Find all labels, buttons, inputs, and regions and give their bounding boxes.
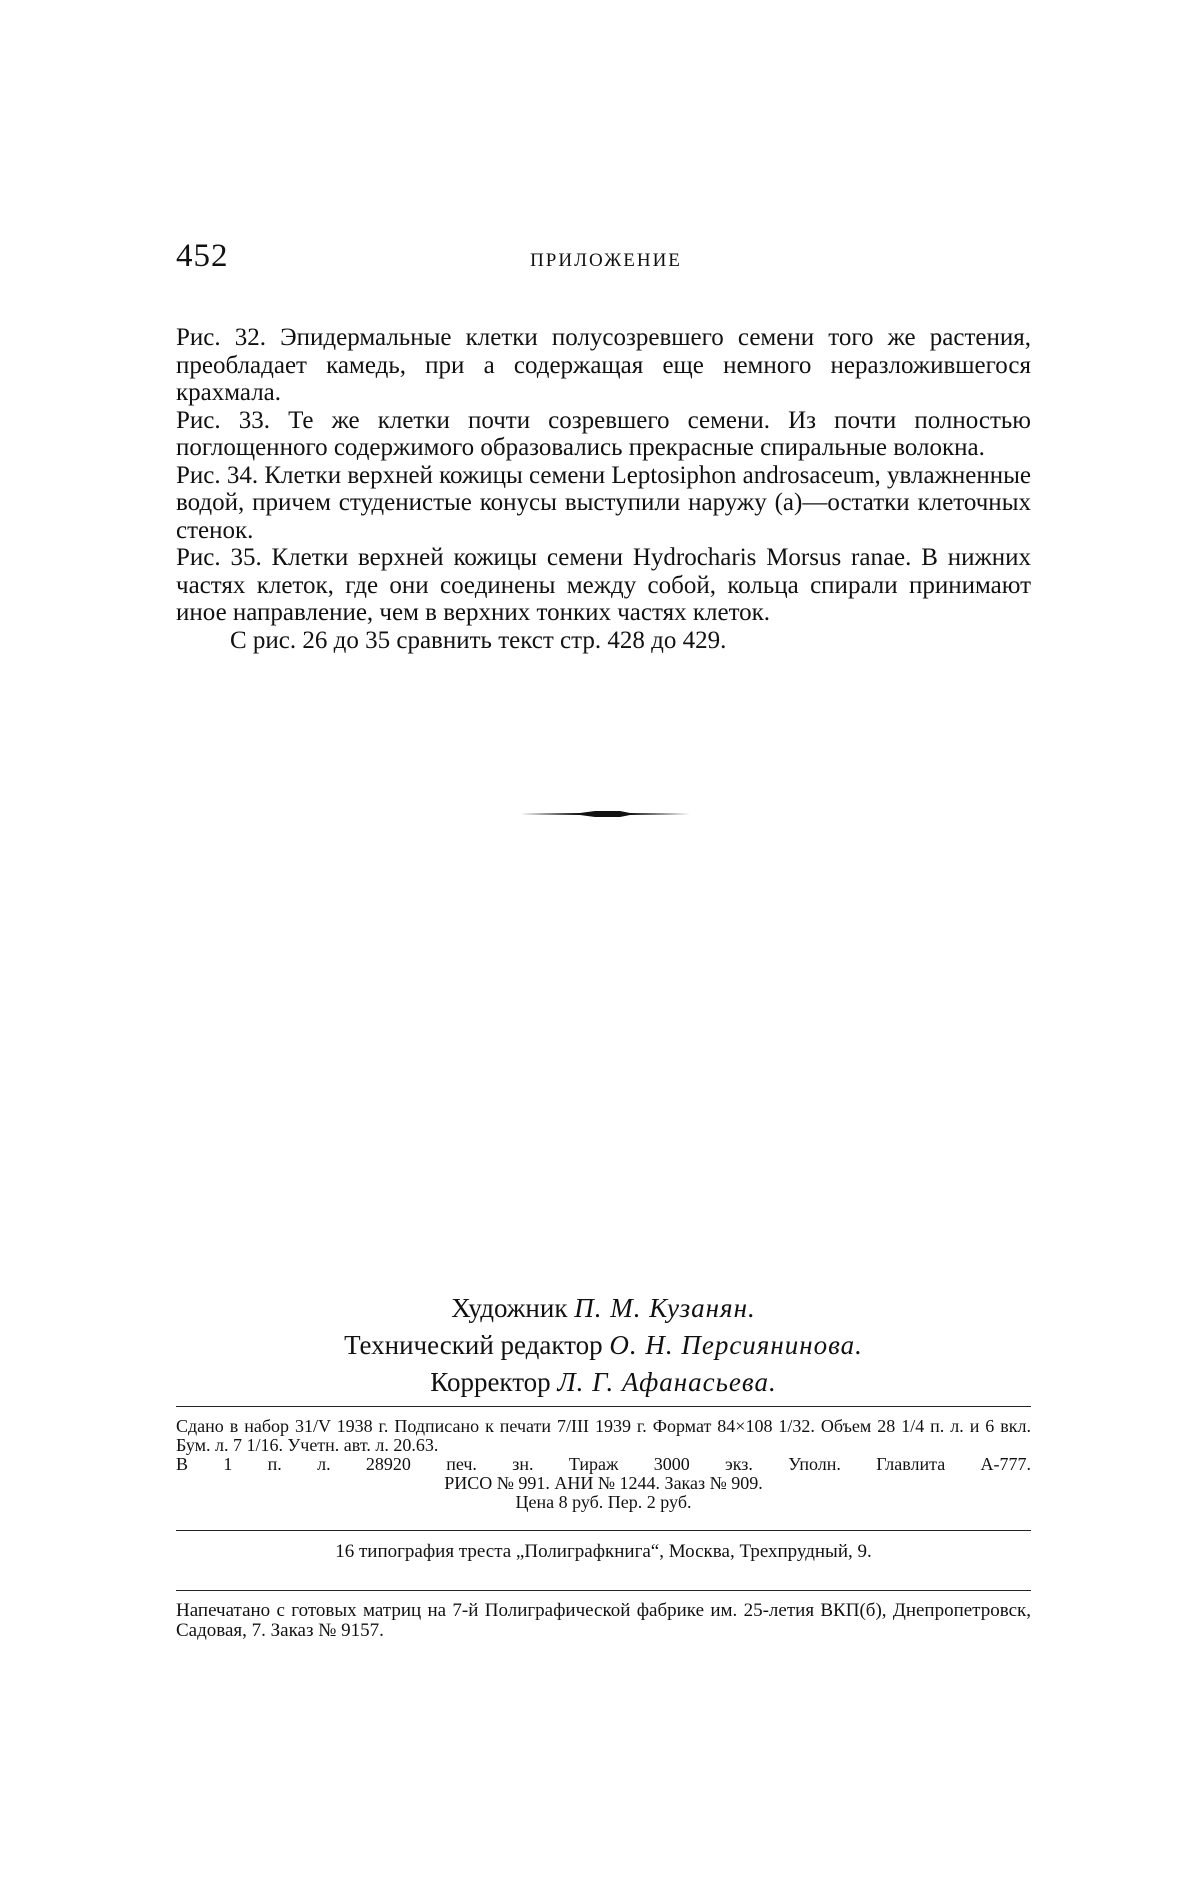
ornament-divider [520, 808, 690, 820]
running-head: ПРИЛОЖЕНИЕ [530, 250, 682, 271]
credit-editor [176, 1327, 1031, 1364]
imprint-line-3: РИСО № 991. АНИ № 1244. Заказ № 909. [444, 1473, 763, 1493]
typography-line: 16 типография треста „Полиграфкнига“, Москва, Трехпрудный, 9. [335, 1541, 872, 1562]
credits-block [176, 1290, 1031, 1401]
caption-fig-32: Рис. 32. Эпидермальные клетки полусозревшего семени того же растения, преобладает камедь, при a содержащая еще немного неразложившегося крахмала. [176, 324, 1031, 406]
typography-block [176, 1530, 1031, 1571]
caption-fig-34: Рис. 34. Клетки верхней кожицы семени Leptosiphon androsaceum, увлажненные водой, причем студенистые конусы выступили наружу (a)—остатки клеточных стенок. [176, 461, 1032, 544]
page-header [176, 238, 1036, 278]
printed-from-line: Напечатано с готовых матриц на 7-й Полиграфической фабрике им. 25-летия ВКП(б), Днепропетровск, Садовая, 7. Заказ № 9157. [176, 1600, 1031, 1641]
caption-fig-33: Рис. 33. Те же клетки почти созревшего семени. Из почти полностью поглощенного содержимого образовались прекрасные спиральные волокна. [176, 406, 1031, 461]
figure-captions [176, 324, 1031, 654]
caption-fig-35: Рис. 35. Клетки верхней кожицы семени Hydrocharis Morsus ranae. В нижних частях клеток, где они соединены между собой, кольца спирали принимают иное направление, чем в верхних тонких частях клеток. [176, 544, 1031, 626]
imprint-text [176, 1407, 1031, 1512]
credit-corrector [176, 1364, 1031, 1401]
page-number: 452 [176, 238, 229, 274]
editor-name: О. Н. Персиянинова. [609, 1330, 863, 1360]
reference-note: С рис. 26 до 35 сравнить текст стр. 428 до 429. [230, 626, 727, 654]
printed-from-block [176, 1590, 1031, 1641]
imprint-line-2: В 1 п. л. 28920 печ. зн. Тираж 3000 экз. Уполн. Главлита А-777. [176, 1454, 1031, 1474]
imprint-price: Цена 8 руб. Пер. 2 руб. [515, 1492, 692, 1512]
corrector-name: Л. Г. Афанасьева. [557, 1367, 777, 1397]
artist-name: П. М. Кузанян. [574, 1293, 756, 1323]
corrector-role: Корректор [430, 1367, 551, 1397]
imprint-line-1: Сдано в набор 31/V 1938 г. Подписано к печати 7/III 1939 г. Формат 84×108 1/32. Объем 28 1/4 п. л. и 6 вкл. Бум. л. 7 1/16. Учетн. авт. л. 20.63. [176, 1416, 1031, 1455]
editor-role: Технический редактор [344, 1330, 603, 1360]
credit-artist [176, 1290, 1031, 1327]
artist-role: Художник [451, 1293, 568, 1323]
imprint-block [176, 1406, 1031, 1512]
